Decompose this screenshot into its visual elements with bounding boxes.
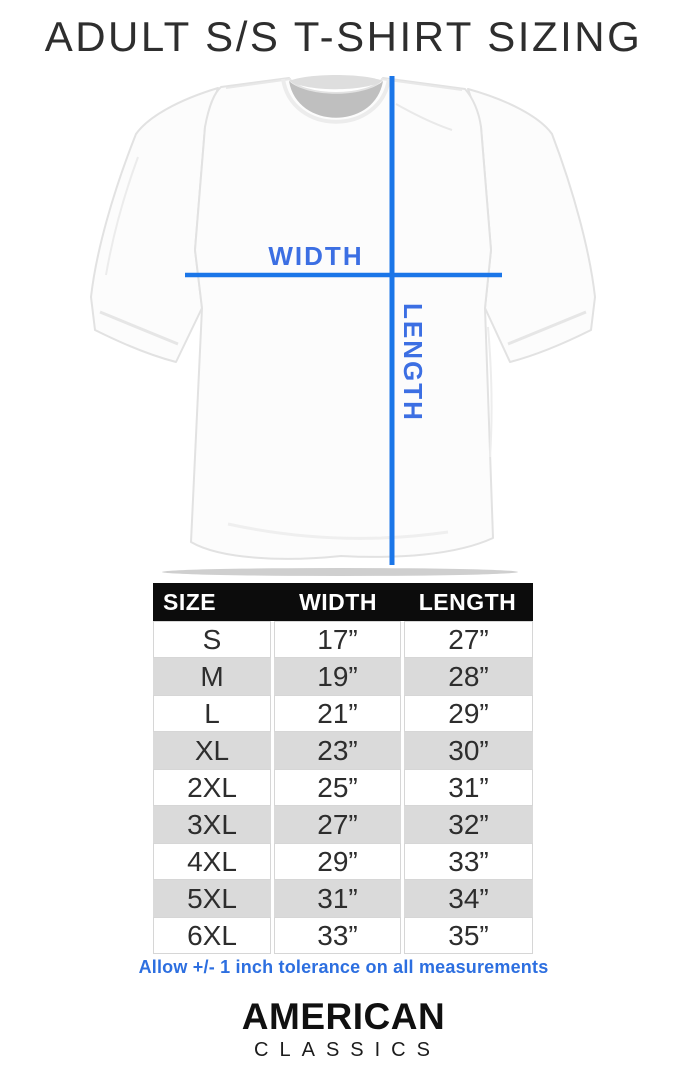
brand-logo [0,998,687,1062]
cell-length: 31” [404,769,533,806]
cell-length: 27” [404,621,533,658]
page-title: ADULT S/S T-SHIRT SIZING [44,13,643,60]
brand-subname: CLASSICS [254,1039,441,1061]
table-row [153,732,533,769]
cell-size: 3XL [153,806,271,843]
size-table-header [153,583,533,621]
cell-length: 32” [404,806,533,843]
cell-length: 33” [404,843,533,880]
header-length: LENGTH [418,588,517,615]
length-label: LENGTH [398,303,428,422]
header-width: WIDTH [299,588,377,615]
cell-width: 17” [274,621,401,658]
cell-length: 28” [404,658,533,695]
cell-width: 23” [274,732,401,769]
table-row [153,917,533,954]
cell-size: 5XL [153,880,271,917]
cell-width: 29” [274,843,401,880]
cell-width: 21” [274,695,401,732]
cell-size: 2XL [153,769,271,806]
brand-name: AMERICAN [241,996,446,1037]
cell-width: 31” [274,880,401,917]
cell-size: XL [153,732,271,769]
width-label: WIDTH [268,241,364,271]
tshirt-diagram [78,72,608,578]
tolerance-note: Allow +/- 1 inch tolerance on all measurements [138,957,549,977]
table-row [153,769,533,806]
cell-size: 4XL [153,843,271,880]
cell-length: 29” [404,695,533,732]
table-row [153,843,533,880]
cell-length: 30” [404,732,533,769]
tshirt-body [191,78,493,559]
header-size: SIZE [163,588,217,615]
shirt-shadow [162,568,518,576]
cell-width: 19” [274,658,401,695]
cell-width: 27” [274,806,401,843]
table-row [153,806,533,843]
cell-size: M [153,658,271,695]
cell-size: 6XL [153,917,271,954]
size-table [153,583,533,954]
cell-length: 35” [404,917,533,954]
cell-length: 34” [404,880,533,917]
table-row [153,658,533,695]
size-table-body [153,621,533,954]
cell-width: 25” [274,769,401,806]
cell-size: L [153,695,271,732]
cell-size: S [153,621,271,658]
table-row [153,880,533,917]
table-row [153,695,533,732]
cell-width: 33” [274,917,401,954]
table-row [153,621,533,658]
